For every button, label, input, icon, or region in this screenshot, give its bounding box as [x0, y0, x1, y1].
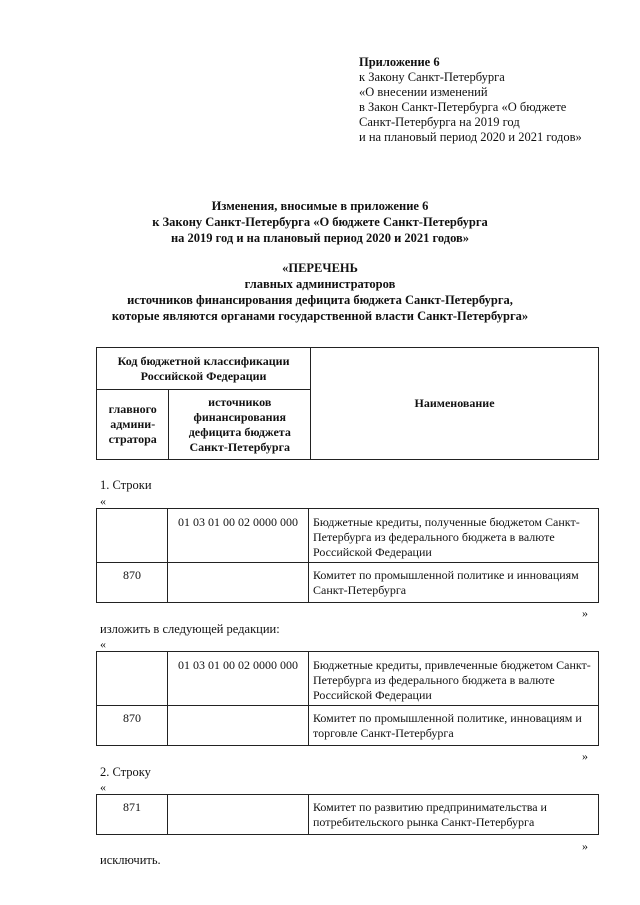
section2-table: [96, 794, 599, 835]
heading-line: Изменения, вносимые в приложение 6: [211, 199, 429, 213]
list-title-line: которые являются органами государственной власти Санкт-Петербурга»: [111, 309, 529, 323]
appendix-reference: [359, 55, 582, 145]
source-code-cell: [168, 795, 309, 835]
appendix-line: в Закон Санкт-Петербурга «О бюджете: [359, 100, 567, 114]
replace-table: [96, 651, 599, 746]
appendix-line: и на плановый период 2020 и 2021 годов»: [359, 130, 582, 144]
appendix-title: Приложение 6: [359, 55, 440, 69]
source-code-cell: [168, 563, 309, 603]
table-row: [97, 706, 599, 746]
appendix-line: к Закону Санкт-Петербурга: [359, 70, 505, 84]
list-title-line: «ПЕРЕЧЕНЬ: [282, 261, 358, 275]
list-title: [60, 260, 580, 324]
source-code-cell: 01 03 01 00 02 0000 000: [168, 509, 309, 563]
section1-label: 1. Строки: [100, 478, 152, 492]
table-row: [97, 652, 599, 706]
admin-code-cell: [97, 652, 168, 706]
header-name-cell: Наименование: [311, 348, 599, 460]
header-admin-cell: главного админи-стратора: [97, 390, 169, 460]
section2-label: 2. Строку: [100, 765, 151, 779]
open-quote: «: [100, 780, 106, 794]
list-title-line: источников финансирования дефицита бюджета Санкт-Петербурга,: [127, 293, 513, 307]
replace-label: изложить в следующей редакции:: [100, 622, 280, 636]
heading-line: на 2019 год и на плановый период 2020 и 2021 годов»: [170, 231, 470, 245]
admin-code-cell: 870: [97, 706, 168, 746]
name-cell: Комитет по промышленной политике, инновациям и торговле Санкт-Петербурга: [309, 706, 599, 746]
header-group-cell: Код бюджетной классификации Российской Федерации: [97, 348, 311, 390]
name-cell: Комитет по промышленной политике и инновациям Санкт-Петербурга: [309, 563, 599, 603]
open-quote: «: [100, 637, 106, 651]
appendix-line: Санкт-Петербурга на 2019 год: [359, 115, 520, 129]
close-quote: »: [582, 749, 588, 763]
open-quote: «: [100, 494, 106, 508]
table-row: [97, 563, 599, 603]
admin-code-cell: [97, 509, 168, 563]
section1-table: [96, 508, 599, 603]
header-source-cell: источников финансирования дефицита бюджета Санкт-Петербурга: [169, 390, 311, 460]
source-code-cell: 01 03 01 00 02 0000 000: [168, 652, 309, 706]
name-cell: Бюджетные кредиты, полученные бюджетом Санкт-Петербурга из федерального бюджета в валюте Российской Федерации: [309, 509, 599, 563]
close-quote: »: [582, 839, 588, 853]
appendix-line: «О внесении изменений: [359, 85, 488, 99]
header-table: [96, 347, 599, 460]
heading-line: к Закону Санкт-Петербурга «О бюджете Санкт-Петербурга: [152, 215, 488, 229]
name-cell: Комитет по развитию предпринимательства и потребительского рынка Санкт-Петербурга: [309, 795, 599, 835]
table-row: [97, 509, 599, 563]
table-row: [97, 795, 599, 835]
close-quote: »: [582, 606, 588, 620]
name-cell: Бюджетные кредиты, привлеченные бюджетом Санкт-Петербурга из федерального бюджета в валюте Российской Федерации: [309, 652, 599, 706]
admin-code-cell: 871: [97, 795, 168, 835]
admin-code-cell: 870: [97, 563, 168, 603]
list-title-line: главных администраторов: [244, 277, 396, 291]
section2-footer: исключить.: [100, 853, 161, 867]
document-heading: [60, 198, 580, 246]
source-code-cell: [168, 706, 309, 746]
